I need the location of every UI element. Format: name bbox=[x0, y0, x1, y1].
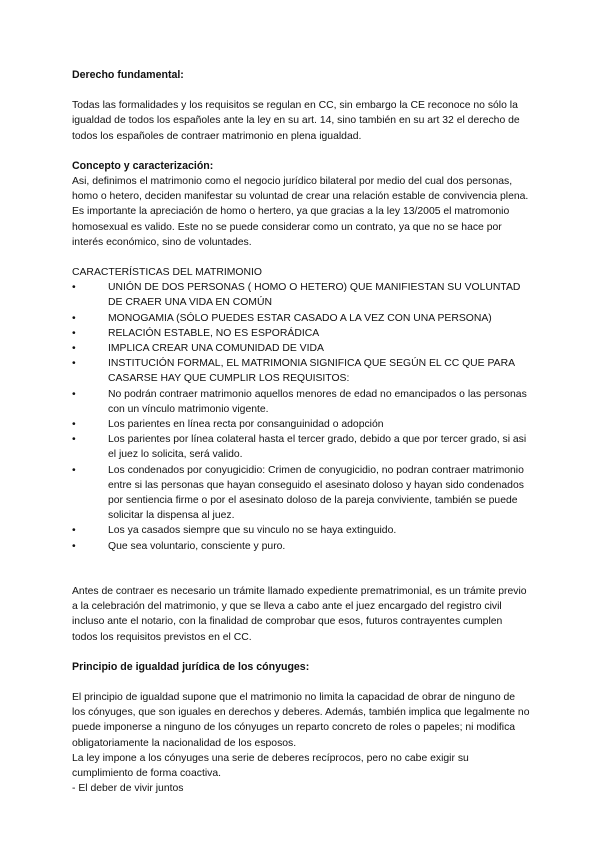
bullet-icon: • bbox=[72, 312, 76, 324]
list-item bbox=[72, 326, 530, 341]
bullet-icon: • bbox=[72, 282, 76, 294]
heading-derecho-fundamental: Derecho fundamental: bbox=[72, 69, 184, 81]
list-item bbox=[72, 387, 530, 417]
list-item bbox=[72, 341, 530, 356]
heading-caracteristicas: CARACTERÍSTICAS DEL MATRIMONIO bbox=[72, 267, 262, 279]
list-item bbox=[72, 539, 530, 554]
list-item-text: Los condenados por conyugicidio: Crimen de conyugicidio, no podran contraer matrimonio entre si las personas que hayan conseguido el asesinato doloso y hayan sido condenados por sentiencia firme o por el asesinato doloso de la pareja conviviente, también se puede solicitar la dispensa al juez. bbox=[108, 464, 524, 522]
paragraph-igualdad-1: El principio de igualdad supone que el matrimonio no limita la capacidad de obrar de ninguno de los cónyuges, que son iguales en derechos y deberes. Además, también implica que legalmente no puede imponerse a ninguno de los cónyuges un reparto concreto de roles o papeles; ni modifica obligatoriamente la nacionalidad de los esposos. bbox=[72, 691, 530, 749]
list-item-text: Los parientes en línea recta por consanguinidad o adopción bbox=[108, 419, 384, 431]
list-item-text: INSTITUCIÓN FORMAL, EL MATRIMONIA SIGNIFICA QUE SEGÚN EL CC QUE PARA CASARSE HAY QUE CUMPLIR LOS REQUISITOS: bbox=[108, 358, 515, 385]
paragraph-expediente: Antes de contraer es necesario un trámite llamado expediente prematrimonial, es un trámite previo a la celebración del matrimonio, y que se lleva a cabo ante el juez encargado del registro civil incluso ante el notario, con la finalidad de comprobar que esos, futuros contrayentes cumplen todos los requisitos previstos en el CC. bbox=[72, 585, 527, 643]
paragraph-igualdad-2: La ley impone a los cónyuges una serie de deberes recíprocos, pero no cabe exigir su cumplimiento de forma coactiva. bbox=[72, 752, 469, 779]
list-item bbox=[72, 432, 530, 462]
bullet-icon: • bbox=[72, 434, 76, 446]
list-item bbox=[72, 417, 530, 432]
list-item-text: Los ya casados siempre que su vinculo no se haya extinguido. bbox=[108, 525, 397, 537]
list-item-text: MONOGAMIA (SÓLO PUEDES ESTAR CASADO A LA VEZ CON UNA PERSONA) bbox=[108, 312, 492, 324]
list-item bbox=[72, 523, 530, 538]
bullet-icon: • bbox=[72, 388, 76, 400]
list-item-text: Los parientes por línea colateral hasta el tercer grado, debido a que por tercer grado, si asi el juez lo solicita, será valido. bbox=[108, 434, 527, 461]
bullet-icon: • bbox=[72, 464, 76, 476]
list-item bbox=[72, 280, 530, 310]
bullet-icon: • bbox=[72, 343, 76, 355]
list-item-text: RELACIÓN ESTABLE, NO ES ESPORÁDICA bbox=[108, 327, 320, 339]
bullet-icon: • bbox=[72, 525, 76, 537]
list-item bbox=[72, 311, 530, 326]
list-item bbox=[72, 356, 530, 386]
list-item-text: Que sea voluntario, consciente y puro. bbox=[108, 540, 286, 552]
bullet-icon: • bbox=[72, 540, 76, 552]
paragraph-derecho-fundamental: Todas las formalidades y los requisitos se regulan en CC, sin embargo la CE reconoce no sólo la igualdad de todos los españoles ante la ley en su art. 14, sino también en su art 32 el derecho de todos los españoles de contraer matrimonio en plena igualdad. bbox=[72, 100, 520, 142]
bullet-icon: • bbox=[72, 327, 76, 339]
bullet-icon: • bbox=[72, 419, 76, 431]
list-item-text: No podrán contraer matrimonio aquellos menores de edad no emancipados o las personas con un vínculo matrimonio vigente. bbox=[108, 388, 527, 415]
paragraph-concepto: Asi, definimos el matrimonio como el negocio jurídico bilateral por medio del cual dos personas, homo o hetero, deciden manifestar su voluntad de crear una relación estable de convivencia plena. Es importante la apreciación de homo o hertero, ya que gracias a la ley 13/2005 el matromonio homosexual es valido. Este no se puede considerar como un contrato, ya que no se hace por interés económico, sino de voluntades. bbox=[72, 176, 529, 248]
heading-igualdad: Principio de igualdad jurídica de los cónyuges: bbox=[72, 660, 310, 673]
list-item-text: UNIÓN DE DOS PERSONAS ( HOMO O HETERO) QUE MANIFIESTAN SU VOLUNTAD DE CRAER UNA VIDA EN COMÚN bbox=[108, 282, 521, 309]
list-item bbox=[72, 463, 530, 524]
paragraph-igualdad-3: - El deber de vivir juntos bbox=[72, 783, 184, 795]
list-item-text: IMPLICA CREAR UNA COMUNIDAD DE VIDA bbox=[108, 343, 324, 355]
bullet-icon: • bbox=[72, 358, 76, 370]
heading-concepto: Concepto y caracterización: bbox=[72, 159, 214, 172]
